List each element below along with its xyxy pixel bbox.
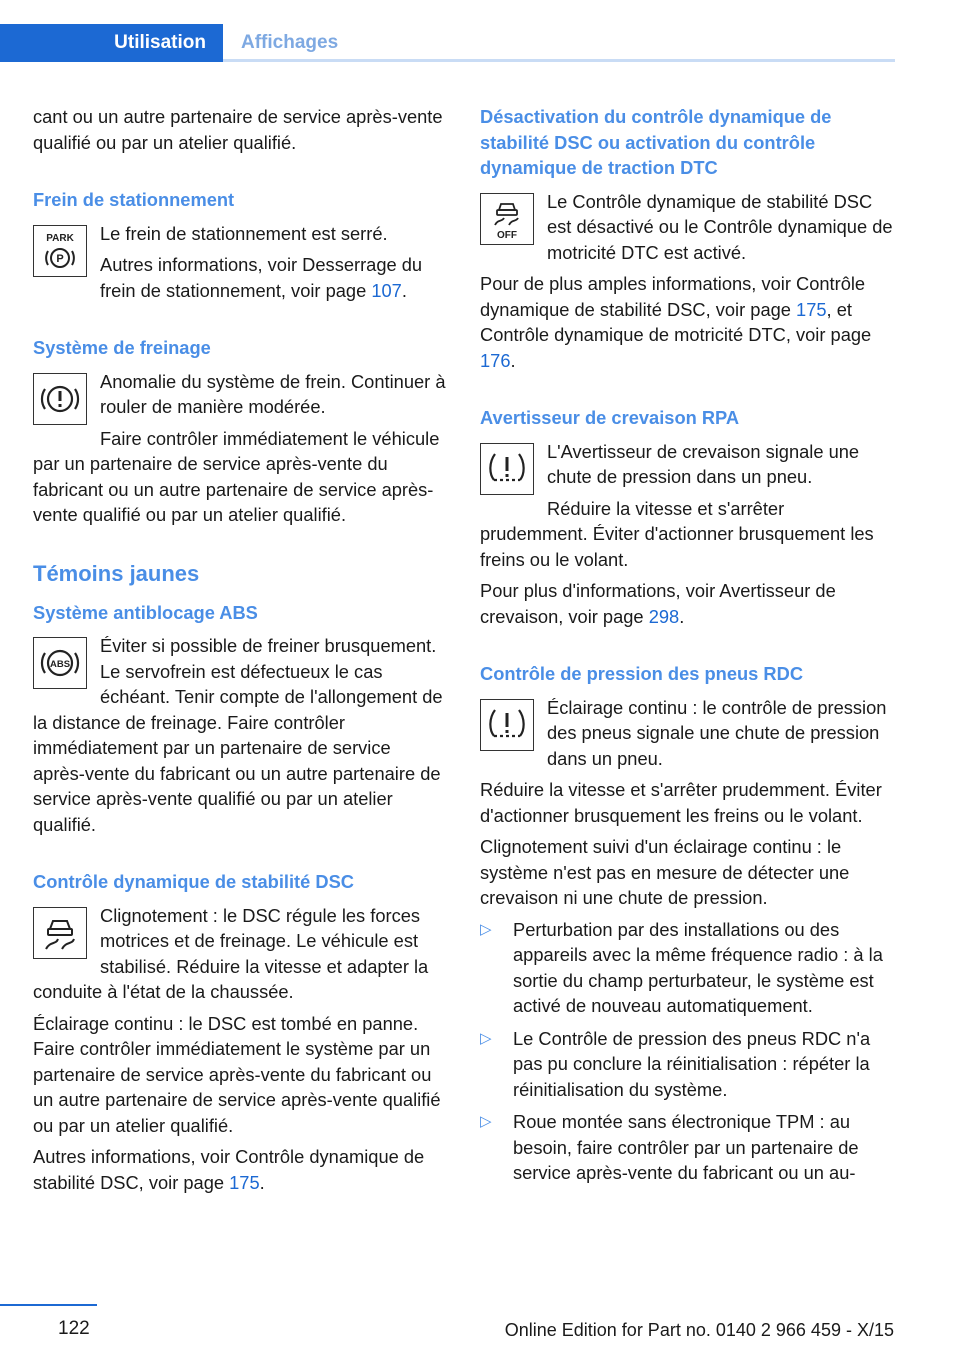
bullet-icon: ▷ (480, 920, 492, 938)
page-link-107[interactable]: 107 (371, 279, 402, 301)
abs-text: Éviter si possible de freiner brusquement. Le servofrein est défectueux le cas échéant. Tenir compte de l'allongement de la distance de freinage. Faire contrôler immédiatement par un partenaire de service après-vente du fabricant ou un autre partenaire de service après-vente qualifié ou par un atelier qualifié. (33, 635, 443, 835)
rpa-text-2: Réduire la vitesse et s'arrêter prudemment. Éviter d'actionner brusquement les freins ou le volant. (480, 497, 874, 570)
rpa-heading: Avertisseur de crevaison RPA (480, 407, 740, 428)
abs-icon (33, 637, 87, 689)
right-column (480, 104, 894, 1193)
dsc-heading: Contrôle dynamique de stabilité DSC (33, 871, 354, 892)
chapter-header (0, 24, 895, 62)
svg-text:PARK: PARK (46, 232, 74, 244)
brake-system-text-2: Faire contrôler immédiatement le véhicule par un partenaire de service après-vente du fabricant ou un autre partenaire de service après-vente qualifié ou par un atelier qualifié. (33, 427, 440, 525)
page-link-298[interactable]: 298 (648, 605, 680, 627)
tab-affichages[interactable]: Affichages (241, 32, 339, 53)
svg-text:ABS: ABS (49, 659, 71, 670)
dsc-off-reference: Pour de plus amples informations, voir Contrôle dynamique de stabilité DSC, voir page 175, et Contrôle dynamique de motricité DTC, voir page 176. (480, 273, 872, 371)
rdc-heading: Contrôle de pression des pneus RDC (480, 663, 804, 684)
page-link-175b[interactable]: 175 (796, 298, 827, 320)
rdc-text-1: Éclairage continu : le contrôle de pression des pneus signale une chute de pression dans un pneu. (547, 696, 887, 769)
bullet-icon: ▷ (480, 1029, 492, 1047)
rdc-text-3: Clignotement suivi d'un éclairage continu : le système n'est pas en mesure de détecter une crevaison ni une chute de pression. (480, 836, 850, 908)
intro-paragraph: cant ou un autre partenaire de service après-vente qualifié ou par un atelier qualifié. (33, 106, 443, 153)
dsc-text-1: Clignotement : le DSC régule les forces motrices et de freinage. Le véhicule est stabilisé. Réduire la vitesse et adapter la conduite à l'état de la chaussée. (33, 904, 429, 1002)
dsc-text-2: Éclairage continu : le DSC est tombé en panne. Faire contrôler immédiatement le système par un partenaire de service après-vente du fabricant ou un autre partenaire de service après-vente qualifié ou par un atelier qualifié. (33, 1012, 441, 1136)
tab-utilisation[interactable]: Utilisation (0, 24, 223, 62)
tire-warning-icon (480, 443, 534, 495)
parking-brake-text: Le frein de stationnement est serré. (100, 222, 388, 244)
tire-pressure-icon (480, 699, 534, 751)
dsc-icon (33, 907, 87, 959)
abs-heading: Système antiblocage ABS (33, 601, 258, 623)
rpa-text-1: L'Avertisseur de crevaison signale une chute de pression dans un pneu. (547, 440, 860, 487)
parking-brake-heading: Frein de stationnement (33, 189, 235, 210)
svg-text:OFF: OFF (497, 229, 517, 241)
rdc-text-2: Réduire la vitesse et s'arrêter prudemment. Éviter d'actionner brusquement les freins ou le volant. (480, 779, 882, 826)
list-item: ▷ Perturbation par des installations ou des appareils avec la même fréquence radio : à la sortie du champ perturbateur, le système est activé de nouveau automatiquement. (480, 918, 883, 1016)
bullet-icon: ▷ (480, 1113, 492, 1130)
svg-text:P: P (56, 252, 64, 265)
list-item: ▷ Roue montée sans électronique TPM : au besoin, faire contrôler par un partenaire de service après-vente du fabricant ou un au- (480, 1111, 859, 1183)
dsc-off-text: Le Contrôle dynamique de stabilité DSC est désactivé ou le Contrôle dynamique de motricité DTC est activé. (547, 190, 893, 263)
footer-rule (0, 1304, 97, 1306)
edition-footer: Online Edition for Part no. 0140 2 966 459 - X/15 (504, 1320, 894, 1340)
dsc-off-heading: Désactivation du contrôle dynamique de stabilité DSC ou activation du contrôle dynamique de traction DTC (480, 106, 832, 178)
brake-warning-icon (33, 373, 87, 425)
header-divider (223, 59, 895, 62)
brake-system-text-1: Anomalie du système de frein. Continuer à rouler de manière modérée. (100, 370, 446, 417)
yellow-lights-heading: Témoins jaunes (33, 560, 200, 586)
left-column (33, 104, 447, 1201)
parking-brake-reference: Autres informations, voir Desserrage du frein de stationnement, voir page 107. (100, 254, 423, 301)
list-item: ▷ Le Contrôle de pression des pneus RDC n'a pas pu conclure la réinitialisation : répéter la réinitialisation du système. (480, 1027, 871, 1100)
page-link-176[interactable]: 176 (480, 349, 511, 371)
dsc-off-icon (480, 193, 534, 245)
rdc-bullet-list (480, 917, 894, 1186)
rpa-reference: Pour plus d'informations, voir Avertisseur de crevaison, voir page 298. (480, 580, 836, 627)
dsc-reference: Autres informations, voir Contrôle dynamique de stabilité DSC, voir page 175. (33, 1146, 425, 1193)
parking-brake-icon (33, 225, 87, 277)
page-link-175[interactable]: 175 (229, 1171, 260, 1193)
page-number: 122 (58, 1318, 90, 1339)
brake-system-heading: Système de freinage (33, 337, 211, 358)
